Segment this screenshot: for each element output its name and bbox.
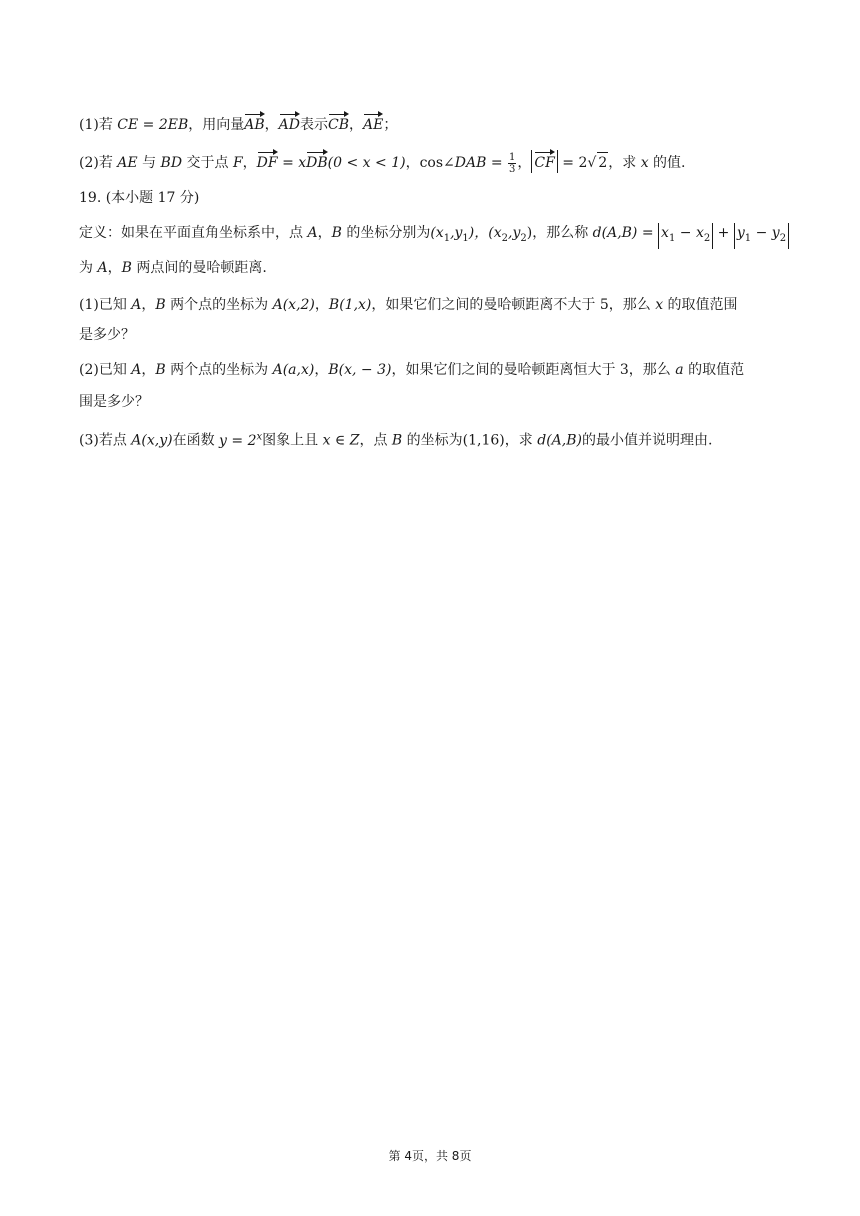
text: (1)若 — [79, 117, 118, 133]
text: 交于点 — [182, 155, 233, 171]
math: $(x_1,y_1)$，($x_2,y_2$ — [430, 225, 527, 244]
text: 的坐标为 — [402, 432, 463, 449]
text: 图象上且 — [262, 432, 323, 449]
q18-part2 — [79, 150, 686, 175]
text: ， — [242, 155, 257, 171]
math: B — [331, 225, 342, 241]
math: x — [655, 297, 664, 313]
text: ，点 — [359, 432, 392, 449]
math: (1,16) — [462, 432, 505, 449]
text: (2)已知 — [79, 362, 132, 378]
vector-ad: AD — [279, 112, 300, 135]
text: ，求 — [608, 155, 641, 171]
abs-value: $y_1 - y_2$ — [734, 223, 789, 249]
text: 两点间的曼哈顿距离. — [131, 260, 267, 276]
math: x — [640, 155, 649, 171]
math: B(x, − 3) — [328, 362, 392, 378]
vector-ae: AE — [363, 112, 383, 135]
text: 定义：如果在平面直角坐标系中，点 — [79, 225, 308, 241]
text: ，如果它们之间的曼哈顿距离恒大于 3，那么 — [391, 362, 676, 378]
math: (0 < x < 1) — [327, 155, 406, 171]
math: B — [155, 297, 166, 313]
text: 与 — [137, 155, 161, 171]
math: A(x,2) — [272, 297, 315, 313]
text: = 2 — [557, 155, 588, 171]
q19-part2-line1 — [79, 360, 744, 380]
text: 两个点的坐标为 — [165, 297, 273, 313]
abs-value: $x_1 - x_2$ — [658, 223, 713, 249]
math: A — [131, 362, 142, 378]
math: d(A,B) — [537, 432, 582, 449]
text: ， — [317, 225, 332, 241]
text: 的坐标分别为 — [341, 225, 431, 241]
q19-part3 — [79, 427, 712, 451]
sqrt-symbol: √ — [587, 155, 597, 171]
math: $y = 2^x$ — [219, 431, 263, 449]
text: = — [486, 155, 508, 171]
abs-value — [531, 150, 557, 173]
text: ； — [383, 117, 398, 133]
text: ， — [141, 297, 156, 313]
vector-cf: CF — [534, 150, 554, 173]
text: 的最小值并说明理由. — [581, 432, 713, 449]
text: ，求 — [504, 432, 538, 449]
text: ， — [314, 297, 329, 313]
text: ， — [314, 362, 329, 378]
q19-definition-line2 — [79, 258, 267, 278]
math: A — [307, 225, 318, 241]
text: 为 — [79, 260, 98, 276]
text: ，如果它们之间的曼哈顿距离不大于 5，那么 — [371, 297, 656, 313]
text: + — [713, 225, 734, 241]
text: 的取值范 — [683, 362, 745, 378]
fraction-denominator: 3 — [509, 163, 516, 175]
math: A(x,y) — [131, 432, 173, 449]
math: F — [232, 155, 243, 171]
page-footer: 第 4页，共 8页 — [388, 1149, 472, 1163]
math: CE = 2EB — [117, 117, 189, 133]
math: BD — [160, 155, 183, 171]
text: ，用向量 — [188, 117, 245, 133]
text: ，cos∠ — [405, 155, 455, 171]
text: 的取值范围 — [663, 297, 738, 313]
text: ， — [264, 117, 279, 133]
q19-definition-line1 — [79, 223, 789, 249]
text: (1)已知 — [79, 297, 132, 313]
text: (2)若 — [79, 155, 118, 171]
vector-df: DF — [257, 150, 278, 173]
text: 的值. — [648, 155, 686, 171]
math: DAB — [454, 155, 487, 171]
math: = x — [277, 155, 307, 171]
text: ， — [517, 155, 532, 171]
math: B — [121, 260, 132, 276]
math: a — [675, 362, 684, 378]
vector-ab: AB — [244, 112, 264, 135]
text: ， — [107, 260, 122, 276]
q18-part1 — [79, 112, 397, 135]
math: d(A,B) = — [592, 225, 659, 241]
q19-part1-line2: 是多少？ — [79, 327, 135, 343]
text: ， — [141, 362, 156, 378]
q19-heading: 19. (本小题 17 分) — [79, 190, 200, 206]
vector-db: DB — [306, 150, 328, 173]
q19-part1-line1 — [79, 295, 738, 315]
fraction — [508, 152, 516, 175]
vector-cb: CB — [328, 112, 349, 135]
sqrt-radicand: 2 — [597, 152, 608, 173]
math: A — [131, 297, 142, 313]
q19-part2-line2: 围是多少？ — [79, 394, 149, 410]
text: 两个点的坐标为 — [165, 362, 273, 378]
math: x ∈ Z — [322, 432, 360, 449]
math: B — [155, 362, 166, 378]
math: B(1,x) — [328, 297, 372, 313]
math: A(a,x) — [272, 362, 315, 378]
math: AE — [117, 155, 138, 171]
text: )，那么称 — [526, 225, 593, 241]
text: 在函数 — [172, 432, 220, 449]
text: ， — [349, 117, 364, 133]
text: (3)若点 — [79, 432, 132, 449]
text: 表示 — [300, 117, 329, 133]
math: A — [97, 260, 108, 276]
math: B — [391, 432, 403, 449]
fraction-numerator: 1 — [509, 151, 516, 163]
